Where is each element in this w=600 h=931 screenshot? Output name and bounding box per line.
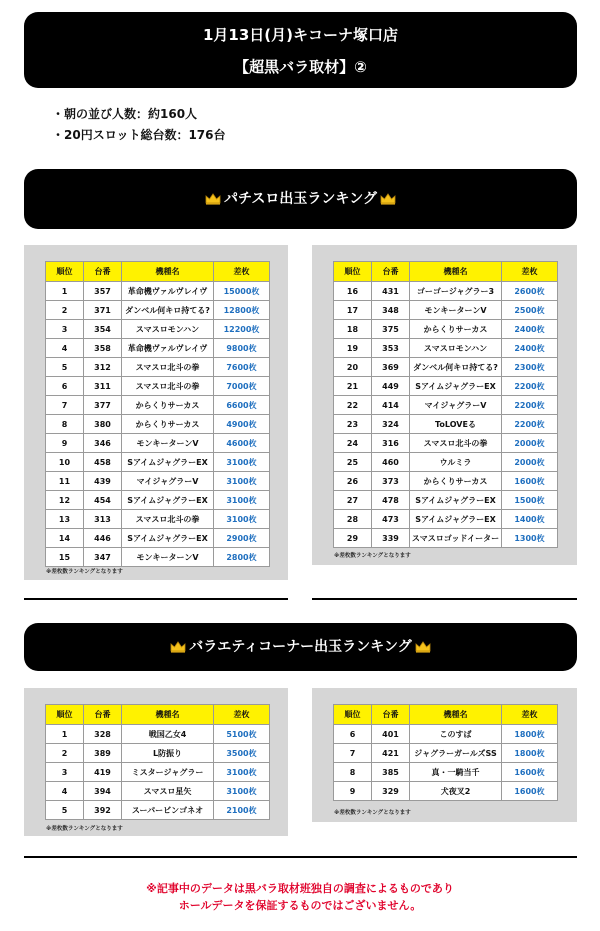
ranking-table (333, 704, 558, 801)
machine-name-cell: スマスロ北斗の拳 (122, 358, 214, 377)
table-row (334, 453, 558, 472)
footer-divider (24, 856, 577, 858)
col-machine-number-header: 台番 (84, 705, 122, 725)
diff-cell: 3100枚 (214, 510, 270, 529)
diff-cell: 7000枚 (214, 377, 270, 396)
diff-cell: 2800枚 (214, 548, 270, 567)
table-row (46, 453, 270, 472)
col-machine-name-header: 機種名 (410, 705, 502, 725)
table-row (334, 339, 558, 358)
diff-cell: 12800枚 (214, 301, 270, 320)
machine-number-cell: 371 (84, 301, 122, 320)
diff-cell: 1600枚 (502, 472, 558, 491)
table-row (46, 339, 270, 358)
crown-icon (380, 193, 396, 205)
machine-number-cell: 449 (372, 377, 410, 396)
machine-number-cell: 419 (84, 763, 122, 782)
rank-cell: 27 (334, 491, 372, 510)
table-row (334, 510, 558, 529)
machine-name-cell: 犬夜叉2 (410, 782, 502, 801)
machine-number-cell: 431 (372, 282, 410, 301)
machine-name-cell: SアイムジャグラーEX (122, 453, 214, 472)
table-row (46, 415, 270, 434)
machine-name-cell: マイジャグラーV (410, 396, 502, 415)
table-row (46, 282, 270, 301)
diff-cell: 3100枚 (214, 782, 270, 801)
machine-name-cell: モンキーターンV (122, 434, 214, 453)
machine-number-cell: 446 (84, 529, 122, 548)
variety-ranking-banner (24, 623, 577, 671)
rank-cell: 2 (46, 301, 84, 320)
machine-number-cell: 414 (372, 396, 410, 415)
machine-number-cell: 358 (84, 339, 122, 358)
col-rank-header: 順位 (46, 262, 84, 282)
rank-cell: 10 (46, 453, 84, 472)
col-rank-header: 順位 (334, 262, 372, 282)
machine-name-cell: スマスロモンハン (122, 320, 214, 339)
col-machine-name-header: 機種名 (410, 262, 502, 282)
crown-icon (415, 641, 431, 653)
rank-cell: 29 (334, 529, 372, 548)
diff-cell: 5100枚 (214, 725, 270, 744)
pachislot-ranking-panel-left (24, 245, 288, 580)
machine-name-cell: からくりサーカス (122, 396, 214, 415)
page-subtitle: 【超黒バラ取材】② (234, 58, 367, 76)
rank-cell: 14 (46, 529, 84, 548)
diff-cell: 7600枚 (214, 358, 270, 377)
machine-number-cell: 329 (372, 782, 410, 801)
rank-cell: 16 (334, 282, 372, 301)
diff-cell: 12200枚 (214, 320, 270, 339)
table-row (46, 529, 270, 548)
rank-cell: 3 (46, 320, 84, 339)
table-row (46, 510, 270, 529)
diff-cell: 1800枚 (502, 725, 558, 744)
ranking-table (45, 261, 270, 567)
col-rank-header: 順位 (46, 705, 84, 725)
table-row (334, 744, 558, 763)
machine-number-cell: 394 (84, 782, 122, 801)
crown-icon (170, 641, 186, 653)
ranking-note: ※差枚数ランキングとなります (46, 826, 123, 832)
machine-name-cell: スマスロゴッドイーター (410, 529, 502, 548)
machine-number-cell: 328 (84, 725, 122, 744)
ranking-table (45, 704, 270, 820)
diff-cell: 2400枚 (502, 339, 558, 358)
machine-name-cell: ゴーゴージャグラー3 (410, 282, 502, 301)
pachislot-ranking-title: パチスロ出玉ランキング (223, 191, 378, 207)
machine-name-cell: 革命機ヴァルヴレイヴ (122, 339, 214, 358)
col-diff-header: 差枚 (214, 262, 270, 282)
machine-name-cell: スマスロ北斗の拳 (410, 434, 502, 453)
machine-number-cell: 385 (372, 763, 410, 782)
table-row (334, 491, 558, 510)
table-row (46, 744, 270, 763)
machine-number-cell: 380 (84, 415, 122, 434)
table-row (334, 763, 558, 782)
machine-name-cell: スマスロ北斗の拳 (122, 377, 214, 396)
machine-number-cell: 373 (372, 472, 410, 491)
machine-name-cell: からくりサーカス (122, 415, 214, 434)
diff-cell: 2100枚 (214, 801, 270, 820)
disclaimer-line-2: ホールデータを保証するものではございません。 (178, 899, 422, 912)
machine-name-cell: ジャグラーガールズSS (410, 744, 502, 763)
title-banner (24, 12, 577, 88)
col-machine-number-header: 台番 (84, 262, 122, 282)
slot-total: ・20円スロット総台数：176台 (52, 128, 226, 142)
table-row (46, 782, 270, 801)
rank-cell: 23 (334, 415, 372, 434)
rank-cell: 5 (46, 358, 84, 377)
rank-cell: 8 (46, 415, 84, 434)
diff-cell: 2200枚 (502, 396, 558, 415)
machine-name-cell: モンキーターンV (122, 548, 214, 567)
machine-name-cell: 真・一騎当千 (410, 763, 502, 782)
machine-name-cell: からくりサーカス (410, 472, 502, 491)
machine-number-cell: 347 (84, 548, 122, 567)
diff-cell: 2900枚 (214, 529, 270, 548)
machine-number-cell: 478 (372, 491, 410, 510)
machine-number-cell: 377 (84, 396, 122, 415)
table-row (46, 320, 270, 339)
table-row (46, 377, 270, 396)
rank-cell: 21 (334, 377, 372, 396)
machine-name-cell: ウルミラ (410, 453, 502, 472)
diff-cell: 2300枚 (502, 358, 558, 377)
machine-number-cell: 313 (84, 510, 122, 529)
machine-number-cell: 312 (84, 358, 122, 377)
rank-cell: 15 (46, 548, 84, 567)
machine-name-cell: このすば (410, 725, 502, 744)
rank-cell: 17 (334, 301, 372, 320)
diff-cell: 2000枚 (502, 453, 558, 472)
machine-name-cell: からくりサーカス (410, 320, 502, 339)
diff-cell: 1600枚 (502, 763, 558, 782)
col-rank-header: 順位 (334, 705, 372, 725)
machine-name-cell: SアイムジャグラーEX (410, 510, 502, 529)
rank-cell: 24 (334, 434, 372, 453)
machine-number-cell: 460 (372, 453, 410, 472)
table-row (46, 491, 270, 510)
diff-cell: 3100枚 (214, 453, 270, 472)
table-row (334, 282, 558, 301)
diff-cell: 6600枚 (214, 396, 270, 415)
rank-cell: 1 (46, 725, 84, 744)
crown-icon (205, 193, 221, 205)
machine-number-cell: 389 (84, 744, 122, 763)
table-row (46, 301, 270, 320)
ranking-note: ※差枚数ランキングとなります (334, 553, 411, 559)
table-row (334, 396, 558, 415)
diff-cell: 2200枚 (502, 415, 558, 434)
machine-number-cell: 439 (84, 472, 122, 491)
col-diff-header: 差枚 (214, 705, 270, 725)
diff-cell: 4600枚 (214, 434, 270, 453)
machine-name-cell: 革命機ヴァルヴレイヴ (122, 282, 214, 301)
machine-number-cell: 392 (84, 801, 122, 820)
machine-name-cell: スーパービンゴネオ (122, 801, 214, 820)
machine-number-cell: 357 (84, 282, 122, 301)
rank-cell: 8 (334, 763, 372, 782)
col-machine-name-header: 機種名 (122, 262, 214, 282)
machine-name-cell: 戦国乙女4 (122, 725, 214, 744)
rank-cell: 6 (46, 377, 84, 396)
diff-cell: 9800枚 (214, 339, 270, 358)
col-machine-name-header: 機種名 (122, 705, 214, 725)
table-row (334, 301, 558, 320)
machine-number-cell: 316 (372, 434, 410, 453)
machine-number-cell: 369 (372, 358, 410, 377)
table-row (46, 763, 270, 782)
diff-cell: 1600枚 (502, 782, 558, 801)
rank-cell: 22 (334, 396, 372, 415)
diff-cell: 3100枚 (214, 491, 270, 510)
rank-cell: 5 (46, 801, 84, 820)
disclaimer-line-1: ※記事中のデータは黒バラ取材班独自の調査によるものであり (146, 882, 454, 895)
diff-cell: 2200枚 (502, 377, 558, 396)
rank-cell: 20 (334, 358, 372, 377)
machine-name-cell: マイジャグラーV (122, 472, 214, 491)
rank-cell: 25 (334, 453, 372, 472)
ranking-note: ※差枚数ランキングとなります (46, 569, 123, 575)
diff-cell: 2400枚 (502, 320, 558, 339)
rank-cell: 12 (46, 491, 84, 510)
machine-number-cell: 401 (372, 725, 410, 744)
table-row (46, 725, 270, 744)
machine-name-cell: スマスロモンハン (410, 339, 502, 358)
variety-ranking-panel-right (312, 688, 577, 822)
machine-number-cell: 348 (372, 301, 410, 320)
diff-cell: 4900枚 (214, 415, 270, 434)
rank-cell: 11 (46, 472, 84, 491)
diff-cell: 2500枚 (502, 301, 558, 320)
table-row (334, 358, 558, 377)
pachislot-ranking-panel-right (312, 245, 577, 565)
machine-number-cell: 421 (372, 744, 410, 763)
machine-name-cell: L防振り (122, 744, 214, 763)
machine-name-cell: ミスタージャグラー (122, 763, 214, 782)
diff-cell: 2000枚 (502, 434, 558, 453)
rank-cell: 2 (46, 744, 84, 763)
section-divider (24, 598, 288, 600)
queue-count: ・朝の並び人数：約160人 (52, 107, 198, 121)
machine-number-cell: 454 (84, 491, 122, 510)
diff-cell: 1400枚 (502, 510, 558, 529)
machine-name-cell: ダンベル何キロ持てる? (122, 301, 214, 320)
machine-number-cell: 375 (372, 320, 410, 339)
rank-cell: 19 (334, 339, 372, 358)
table-row (46, 548, 270, 567)
col-machine-number-header: 台番 (372, 262, 410, 282)
col-diff-header: 差枚 (502, 705, 558, 725)
variety-ranking-title: バラエティコーナー出玉ランキング (189, 639, 412, 655)
rank-cell: 28 (334, 510, 372, 529)
machine-name-cell: ToLOVEる (410, 415, 502, 434)
machine-name-cell: ダンベル何キロ持てる? (410, 358, 502, 377)
machine-name-cell: SアイムジャグラーEX (410, 491, 502, 510)
diff-cell: 1300枚 (502, 529, 558, 548)
table-row (334, 320, 558, 339)
machine-number-cell: 311 (84, 377, 122, 396)
machine-number-cell: 339 (372, 529, 410, 548)
table-row (334, 377, 558, 396)
diff-cell: 1800枚 (502, 744, 558, 763)
table-row (334, 415, 558, 434)
table-row (334, 725, 558, 744)
diff-cell: 3100枚 (214, 472, 270, 491)
rank-cell: 26 (334, 472, 372, 491)
page-title: 1月13日(月)キコーナ塚口店 (202, 26, 399, 44)
pachislot-ranking-banner (24, 169, 577, 229)
rank-cell: 18 (334, 320, 372, 339)
machine-name-cell: SアイムジャグラーEX (122, 491, 214, 510)
machine-name-cell: モンキーターンV (410, 301, 502, 320)
machine-name-cell: スマスロ星矢 (122, 782, 214, 801)
machine-name-cell: SアイムジャグラーEX (410, 377, 502, 396)
rank-cell: 9 (46, 434, 84, 453)
section-divider (312, 598, 577, 600)
rank-cell: 3 (46, 763, 84, 782)
diff-cell: 2600枚 (502, 282, 558, 301)
rank-cell: 7 (46, 396, 84, 415)
col-machine-number-header: 台番 (372, 705, 410, 725)
machine-number-cell: 473 (372, 510, 410, 529)
rank-cell: 13 (46, 510, 84, 529)
diff-cell: 3100枚 (214, 763, 270, 782)
rank-cell: 7 (334, 744, 372, 763)
table-row (334, 782, 558, 801)
table-row (334, 472, 558, 491)
rank-cell: 6 (334, 725, 372, 744)
ranking-note: ※差枚数ランキングとなります (334, 810, 411, 816)
table-row (46, 396, 270, 415)
machine-number-cell: 353 (372, 339, 410, 358)
machine-name-cell: スマスロ北斗の拳 (122, 510, 214, 529)
machine-number-cell: 324 (372, 415, 410, 434)
machine-number-cell: 354 (84, 320, 122, 339)
rank-cell: 1 (46, 282, 84, 301)
rank-cell: 9 (334, 782, 372, 801)
rank-cell: 4 (46, 782, 84, 801)
machine-number-cell: 458 (84, 453, 122, 472)
table-row (46, 801, 270, 820)
table-row (334, 434, 558, 453)
diff-cell: 1500枚 (502, 491, 558, 510)
table-row (334, 529, 558, 548)
machine-name-cell: SアイムジャグラーEX (122, 529, 214, 548)
ranking-table (333, 261, 558, 548)
rank-cell: 4 (46, 339, 84, 358)
diff-cell: 15000枚 (214, 282, 270, 301)
table-row (46, 358, 270, 377)
table-row (46, 434, 270, 453)
col-diff-header: 差枚 (502, 262, 558, 282)
diff-cell: 3500枚 (214, 744, 270, 763)
machine-number-cell: 346 (84, 434, 122, 453)
table-row (46, 472, 270, 491)
variety-ranking-panel-left (24, 688, 288, 836)
